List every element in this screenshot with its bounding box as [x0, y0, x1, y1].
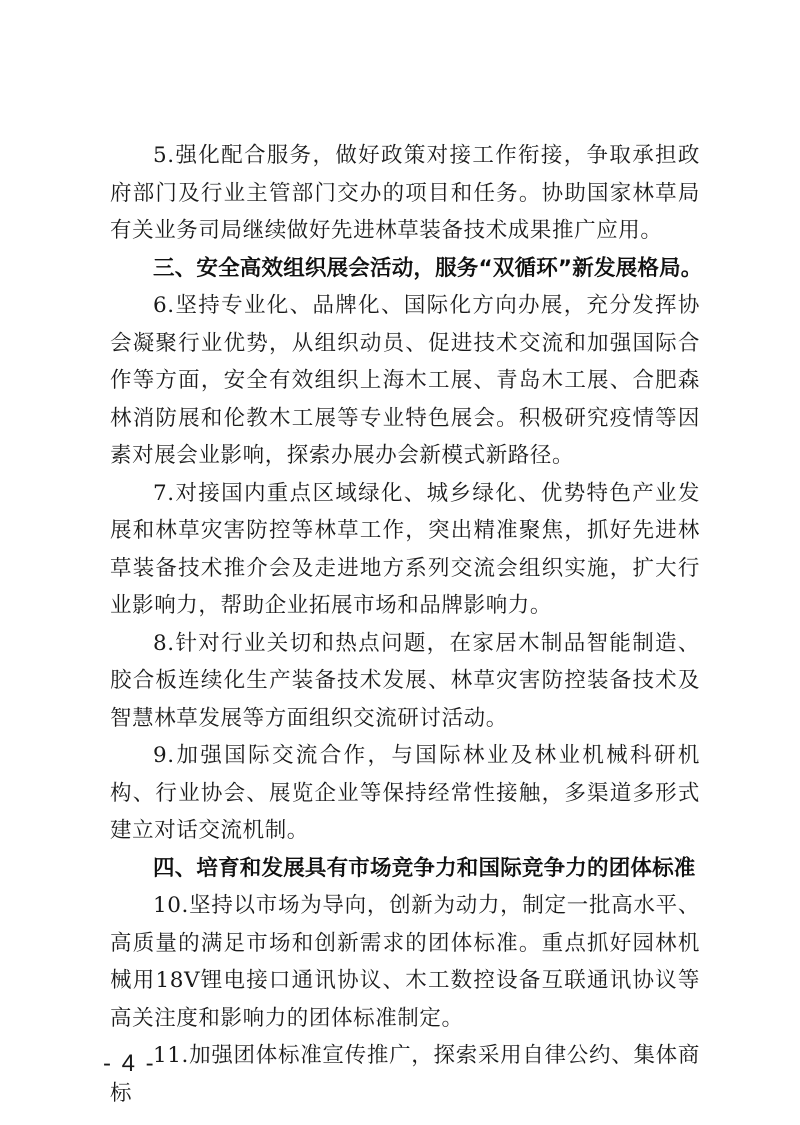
paragraph-item-6: 6.坚持专业化、品牌化、国际化方向办展，充分发挥协会凝聚行业优势，从组织动员、促进技术交流和加强国际合作等方面，安全有效组织上海木工展、青岛木工展、合肥森林消防展和伦教木工展等专业特色展会。积极研究疫情等因素对展会业影响，探索办展办会新模式新路径。	[110, 293, 700, 468]
document-body	[110, 137, 703, 1112]
section-heading-4: 四、培育和发展具有市场竞争力和国际竞争力的团体标准	[153, 855, 696, 881]
paragraph-item-11: 11.加强团体标准宣传推广，探索采用自律公约、集体商标	[110, 1043, 700, 1106]
paragraph-item-5: 5.强化配合服务，做好政策对接工作衔接，争取承担政府部门及行业主管部门交办的项目和任务。协助国家林草局有关业务司局继续做好先进林草装备技术成果推广应用。	[110, 143, 700, 243]
paragraph-item-9: 9.加强国际交流合作，与国际林业及林业机械科研机构、行业协会、展览企业等保持经常性接触，多渠道多形式建立对话交流机制。	[110, 743, 700, 843]
paragraph-item-7: 7.对接国内重点区域绿化、城乡绿化、优势特色产业发展和林草灾害防控等林草工作，突出精准聚焦，抓好先进林草装备技术推介会及走进地方系列交流会组织实施，扩大行业影响力，帮助企业拓展市场和品牌影响力。	[110, 480, 700, 618]
page-number: - 4 -	[103, 1050, 156, 1077]
section-heading-3: 三、安全高效组织展会活动，服务“双循环”新发展格局。	[153, 255, 703, 281]
paragraph-item-8: 8.针对行业关切和热点问题，在家居木制品智能制造、胶合板连续化生产装备技术发展、林草灾害防控装备技术及智慧林草发展等方面组织交流研讨活动。	[110, 630, 700, 731]
paragraph-item-10: 10.坚持以市场为导向，创新为动力，制定一批高水平、高质量的满足市场和创新需求的团体标准。重点抓好园林机械用18V锂电接口通讯协议、木工数控设备互联通讯协议等高关注度和影响力的团体标准制定。	[110, 893, 700, 1031]
